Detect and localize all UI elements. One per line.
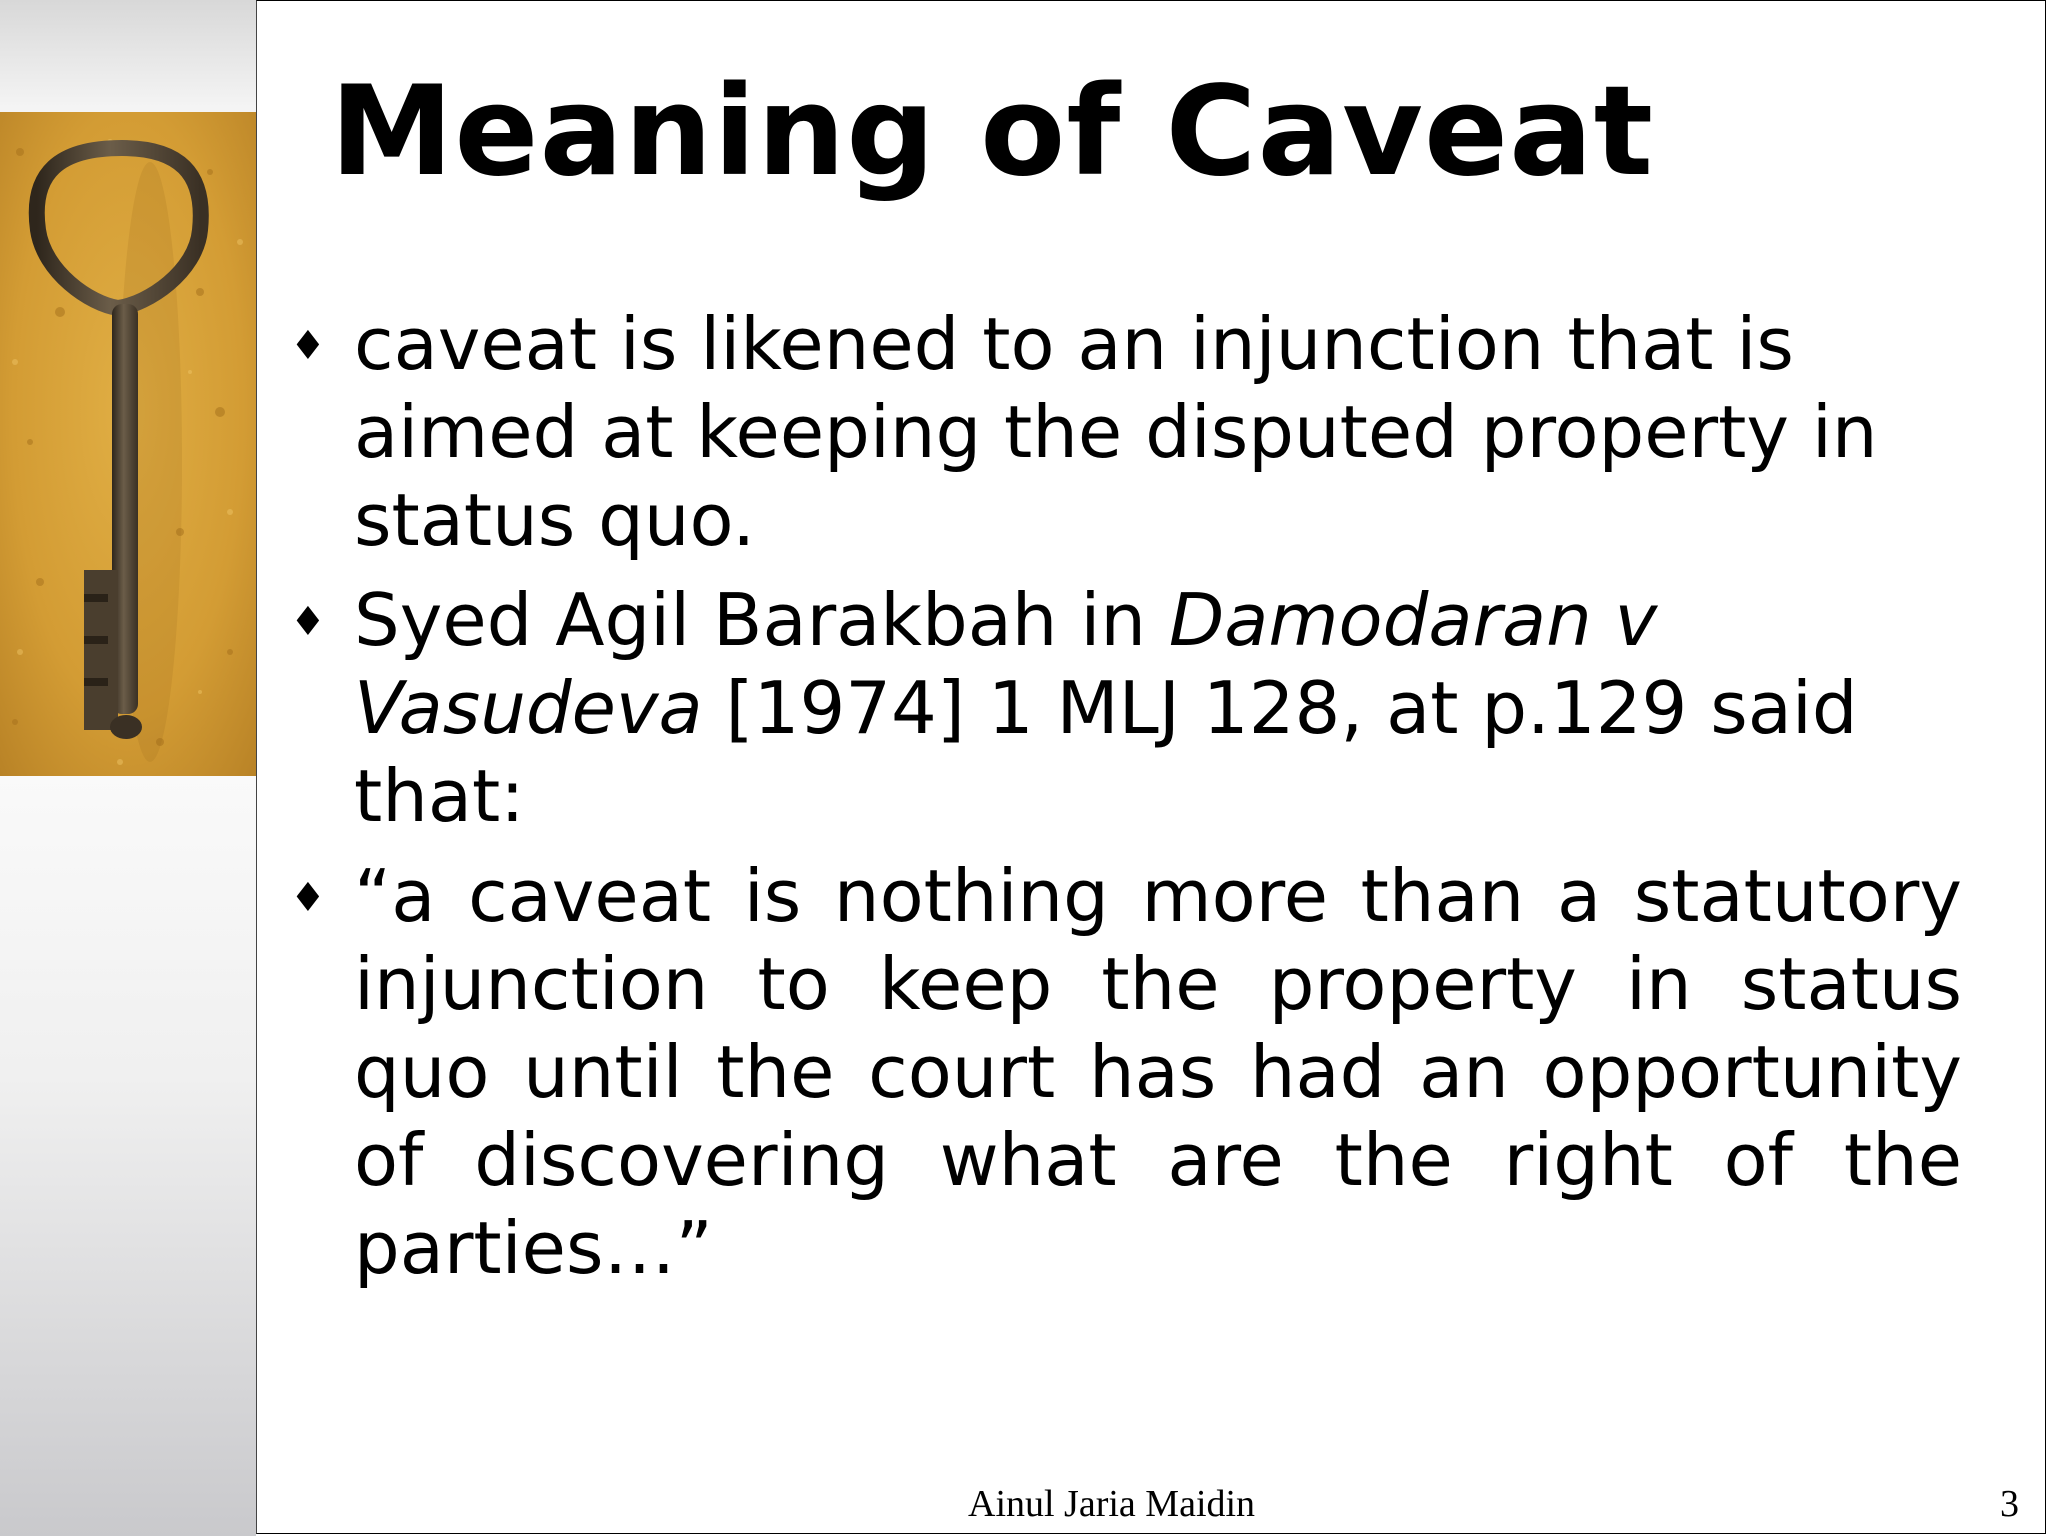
bullet-text-citation: [1974] 1 MLJ 128, at p.129 said that: bbox=[354, 666, 1858, 838]
case-name: Damodaran v Vasudeva bbox=[354, 578, 1658, 750]
key-photo bbox=[0, 112, 256, 776]
diamond-bullet-icon: ♦ bbox=[290, 323, 326, 369]
slide-title: Meaning of Caveat bbox=[330, 60, 1655, 204]
bullet-item bbox=[282, 300, 1962, 564]
bullet-text-intro: Syed Agil Barakbah in bbox=[354, 578, 1169, 662]
bullet-item bbox=[282, 576, 1962, 840]
diamond-bullet-icon: ♦ bbox=[290, 599, 326, 645]
bullet-item-quote bbox=[282, 852, 1962, 1292]
page-number: 3 bbox=[2000, 1483, 2019, 1525]
bullet-list bbox=[282, 300, 1962, 1304]
bullet-text: caveat is likened to an injunction that is aimed at keeping the disputed property in status quo. bbox=[354, 302, 1878, 562]
quote-text: “a caveat is nothing more than a statutory injunction to keep the property in status quo until the court has had an opportunity of discovering what are the right of the parties…” bbox=[354, 854, 1962, 1290]
footer-author: Ainul Jaria Maidin bbox=[968, 1483, 1256, 1525]
diamond-bullet-icon: ♦ bbox=[290, 875, 326, 921]
